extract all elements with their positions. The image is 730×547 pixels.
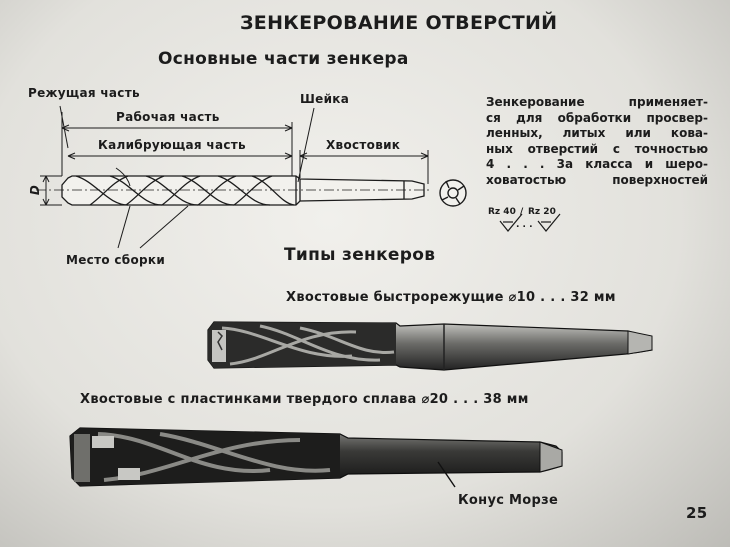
page-number: 25 bbox=[686, 504, 708, 522]
description-line: 4 . . . 3а класса и шеро- bbox=[486, 157, 708, 171]
drill-line-drawing bbox=[36, 176, 430, 205]
description-line: ся для обработки просвер- bbox=[486, 110, 708, 125]
roughness-rz20: Rz 20 bbox=[528, 207, 556, 217]
roughness-separator: / bbox=[520, 207, 524, 217]
page-title: ЗЕНКЕРОВАНИЕ ОТВЕРСТИЙ bbox=[240, 12, 558, 34]
drill-end-view bbox=[440, 180, 466, 206]
types-heading: Типы зенкеров bbox=[284, 245, 436, 265]
label-shank: Хвостовик bbox=[326, 138, 401, 152]
label-working-part: Рабочая часть bbox=[116, 110, 220, 124]
tool-photo-hss bbox=[208, 322, 652, 370]
label-assembly-point: Место сборки bbox=[66, 253, 166, 267]
morse-taper-label: Конус Морзе bbox=[458, 493, 559, 508]
description-text bbox=[486, 95, 708, 188]
type-carbide-caption: Хвостовые с пластинками твердого сплава ⌀20 . . . 38 мм bbox=[80, 392, 529, 407]
type-hss-caption: Хвостовые быстрорежущие ⌀10 . . . 32 мм bbox=[286, 290, 616, 305]
roughness-dots: . . . bbox=[516, 220, 533, 230]
description-line: Зенкерование применяет- bbox=[486, 95, 708, 109]
label-cutting-part: Режущая часть bbox=[28, 86, 140, 100]
roughness-rz40: Rz 40 bbox=[488, 207, 516, 217]
description-line: ных отверстий с точностью bbox=[486, 141, 708, 156]
label-calibrating-part: Калибрующая часть bbox=[98, 138, 246, 152]
tool-photo-carbide bbox=[70, 428, 562, 487]
description-line: ховатостью поверхностей bbox=[486, 172, 708, 187]
description-line: ленных, литых или кова- bbox=[486, 126, 708, 140]
label-diameter: D bbox=[28, 184, 43, 196]
parts-heading: Основные части зенкера bbox=[158, 49, 409, 69]
label-neck: Шейка bbox=[300, 92, 350, 106]
